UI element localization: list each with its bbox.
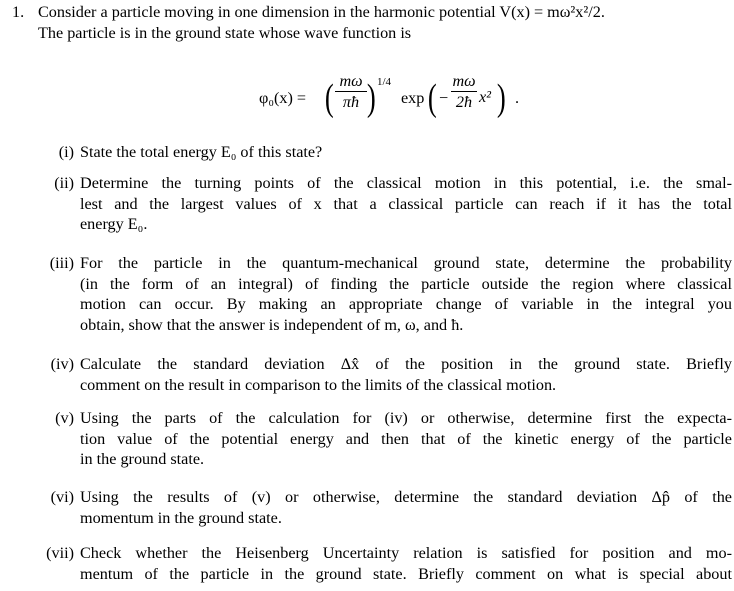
left-paren: ( (324, 77, 334, 119)
formula-x-squared: x² (479, 88, 492, 106)
part-label: (v) (55, 409, 74, 427)
fraction-denominator: πħ (342, 93, 360, 111)
part-body (80, 354, 732, 395)
fraction-mw-over-2hbar (451, 72, 477, 111)
fraction-numerator: mω (452, 72, 476, 90)
part-label: (ii) (54, 174, 74, 192)
part-body (80, 142, 732, 163)
part-line: tion value of the potential energy and then that of the kinetic energy of the particle (80, 429, 732, 448)
fraction-bar (451, 91, 477, 92)
part-body (80, 173, 732, 235)
part-line: Determine the turning points of the classical motion in this potential, i.e. the smal- (80, 174, 732, 192)
part-body (80, 408, 732, 470)
question-text (38, 2, 734, 43)
part-line: in the ground state. (80, 450, 205, 468)
fraction-denominator: 2ħ (455, 93, 473, 111)
part-body (80, 543, 732, 584)
part-line: lest and the largest values of x that a classical particle can reach if it has the total (80, 194, 732, 213)
part-line: Using the results of (v) or otherwise, determine the standard deviation Δp̂ of the (80, 488, 732, 506)
fraction-numerator: mω (339, 72, 363, 90)
fraction-bar (335, 91, 367, 92)
part-line: comment on the result in comparison to the limits of the classical motion. (80, 375, 557, 394)
part-line: mentum of the particle in the ground state. Briefly comment on what is special about (80, 564, 732, 583)
part-label: (vi) (50, 488, 74, 506)
part-line: Check whether the Heisenberg Uncertainty relation is satisfied for position and mo- (80, 544, 732, 562)
right-paren: ) (496, 77, 506, 119)
part-line: State the total energy E₀ of this state? (80, 143, 323, 161)
fraction-mw-over-pi-hbar (335, 72, 367, 111)
part-label: (vii) (46, 544, 74, 562)
part-line: motion can occur. By making an appropriate change of variable in the integral you (80, 295, 732, 313)
part-line: Calculate the standard deviation Δx̂ of the position in the ground state. Briefly (80, 355, 732, 373)
left-paren: ( (427, 77, 437, 119)
question-number: 1. (12, 3, 25, 21)
intro-line: The particle is in the ground state whose wave function is (38, 23, 412, 42)
formula-minus: − (439, 89, 449, 107)
part-label: (iv) (50, 355, 74, 373)
formula-lhs: φ₀(x) = (259, 89, 307, 107)
formula-exp: exp (401, 89, 425, 107)
part-line: For the particle in the quantum-mechanical ground state, determine the probability (80, 254, 732, 272)
part-label: (iii) (49, 254, 74, 272)
part-line: energy E₀. (80, 215, 148, 233)
part-line: Using the parts of the calculation for (iv) or otherwise, determine first the expecta- (80, 409, 732, 427)
part-line: momentum in the ground state. (80, 508, 282, 527)
intro-line: Consider a particle moving in one dimension in the harmonic potential V(x) = mω²x²/2. (38, 3, 605, 21)
formula-exponent: 1/4 (377, 76, 392, 88)
part-body (80, 253, 732, 335)
part-label: (i) (58, 143, 74, 161)
right-paren: ) (366, 77, 376, 119)
part-line: (in the form of an integral) of finding the particle outside the region where classical (80, 274, 732, 293)
formula-period: . (515, 89, 520, 107)
part-line: obtain, show that the answer is independent of m, ω, and ħ. (80, 315, 464, 334)
part-body (80, 487, 732, 528)
